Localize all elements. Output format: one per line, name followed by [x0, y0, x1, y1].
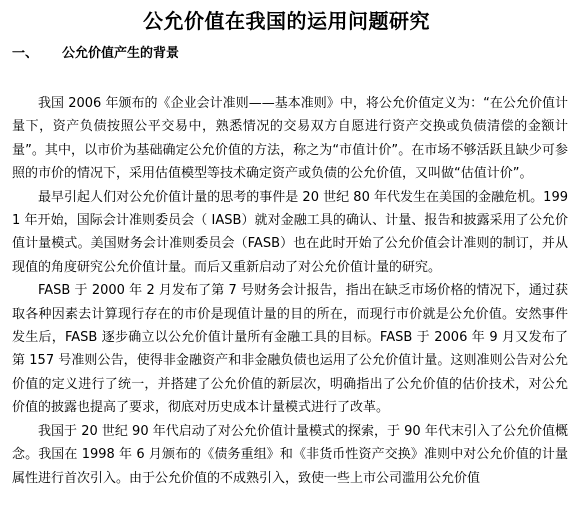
document-body: [12, 92, 568, 490]
section-number: 一、: [12, 46, 39, 61]
document-title: 公允价值在我国的运用问题研究: [143, 9, 430, 33]
paragraph-china-adoption: 我国于 20 世纪 90 年代启动了对公允价值计量模式的探索，于 90 年代末引入了公允价值概念。我国在 1998 年 6 月颁布的《债务重组》和《非货币性资产交换》准则中对公允价值的计量属性进行首次引入。由于公允价值的不成熟引入，致使一些上市公司滥用公允价值: [12, 423, 568, 486]
section-heading: [12, 45, 179, 63]
paragraph-fair-value-definition: 我国 2006 年颁布的《企业会计准则——基本准则》中，将公允价值定义为：“在公允价值计量下，资产负债按照公平交易中，熟悉情况的交易双方自愿进行资产交换或负债清偿的金额计量”。其中，以市价为基础确定公允价值的方法，称之为“市值计价”。在市场不够活跃且缺少可参照的市价的情况下，采用估值模型等技术确定资产或负债的公允价值，又叫做“估值计价”。: [12, 96, 568, 182]
paragraph-fasb-standards: FASB 于 2000 年 2 月发布了第 7 号财务会计报告，指出在缺乏市场价格的情况下，通过获取各种因素去计算现行存在的市价是现值计量的目的所在，而现行市价就是公允价值。安然事件发生后，FASB 逐步确立以公允价值计量所有金融工具的目标。FASB 于 2006 年 9 月又发布了第 157 号准则公告，使得非金融资产和非金融负债也运用了公允价值计量。这则准则公告对公允价值的定义进行了统一，并搭建了公允价值的新层次，明确指出了公允价值的估价技术，对公允价值的披露也提高了要求，彻底对历史成本计量模式进行了改革。: [12, 283, 568, 416]
paragraph-financial-crisis-origin: 最早引起人们对公允价值计量的思考的事件是 20 世纪 80 年代发生在美国的金融危机。1991 年开始，国际会计准则委员会（ IASB）就对金融工具的确认、计量、报告和披露采用了公允价值计量模式。美国财务会计准则委员会（FASB）也在此时开始了公允价值会计准则的制订，并从现值的角度研究公允价值计量。而后又重新启动了对公允价值计量的研究。: [12, 189, 568, 275]
section-heading-text: 公允价值产生的背景: [62, 46, 180, 61]
